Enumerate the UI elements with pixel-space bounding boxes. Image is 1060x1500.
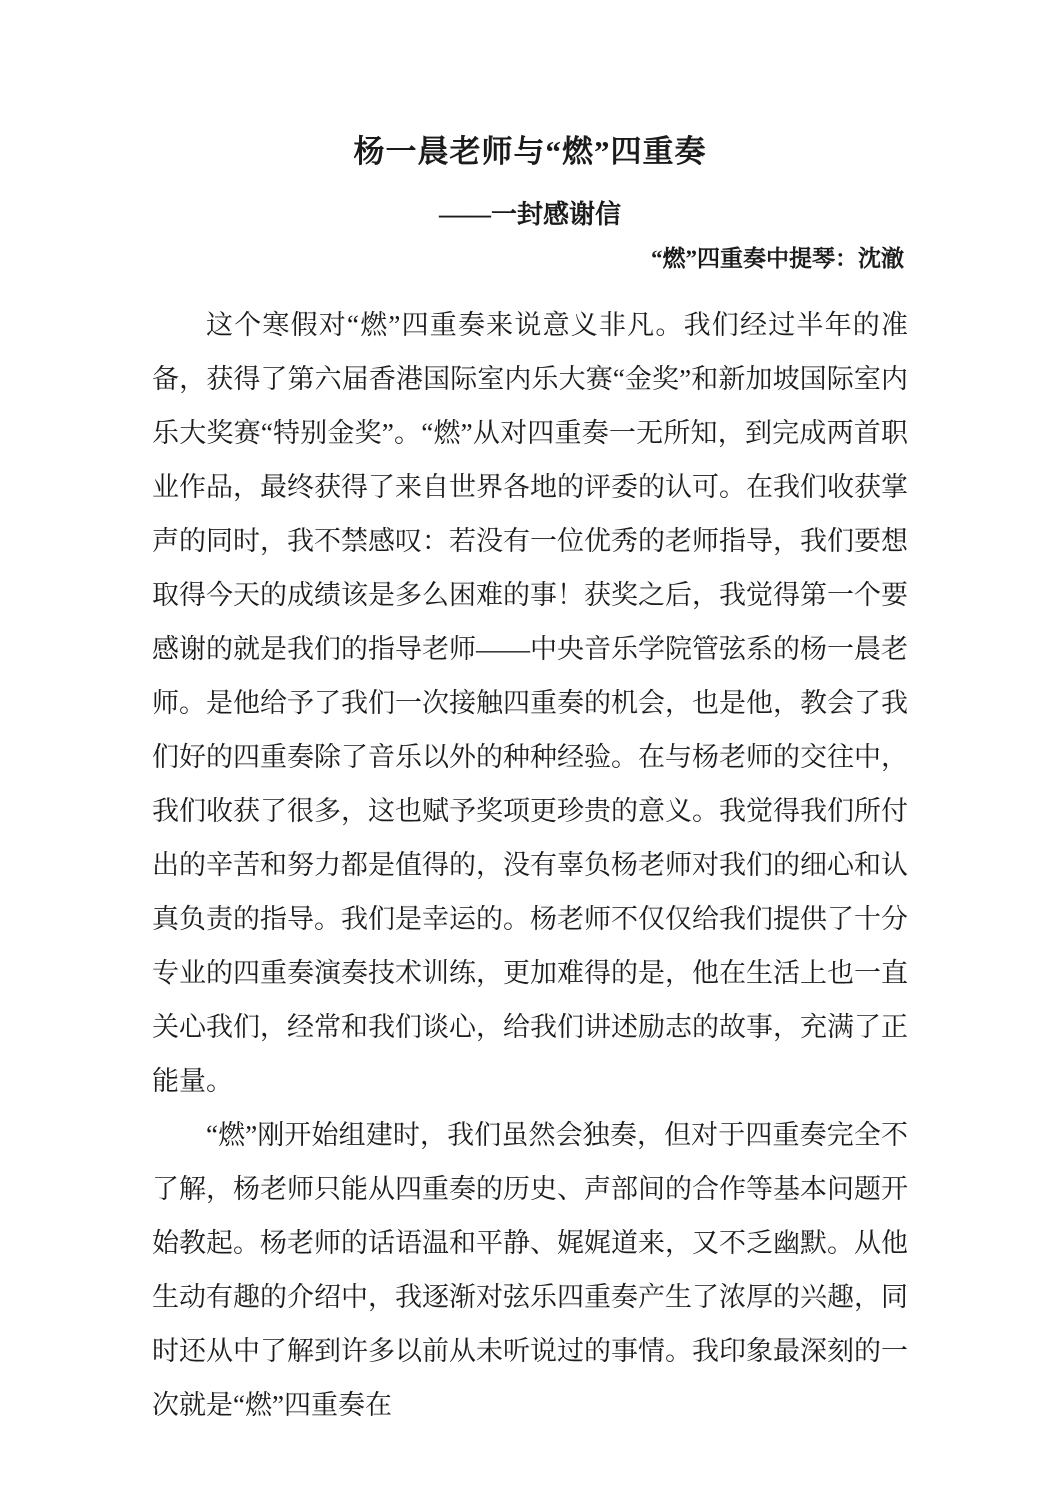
paragraph-2: “燃”刚开始组建时，我们虽然会独奏，但对于四重奏完全不了解，杨老师只能从四重奏的历史、声部间的合作等基本问题开始教起。杨老师的话语温和平静、娓娓道来，又不乏幽默。从他生动有趣的介绍中，我逐渐对弦乐四重奏产生了浓厚的兴趣，同时还从中了解到许多以前从未听说过的事情。我印象最深刻的一次就是“燃”四重奏在	[152, 1120, 908, 1420]
byline: “燃”四重奏中提琴：沈澈	[651, 246, 904, 271]
document-subtitle: ——一封感谢信	[438, 200, 621, 229]
document-body	[152, 298, 908, 1432]
document-title: 杨一晨老师与“燃”四重奏	[353, 134, 707, 169]
paragraph-1: 这个寒假对“燃”四重奏来说意义非凡。我们经过半年的准备，获得了第六届香港国际室内乐大赛“金奖”和新加坡国际室内乐大奖赛“特别金奖”。“燃”从对四重奏一无所知，到完成两首职业作品，最终获得了来自世界各地的评委的认可。在我们收获掌声的同时，我不禁感叹：若没有一位优秀的老师指导，我们要想取得今天的成绩该是多么困难的事！获奖之后，我觉得第一个要感谢的就是我们的指导老师——中央音乐学院管弦系的杨一晨老师。是他给予了我们一次接触四重奏的机会，也是他，教会了我们好的四重奏除了音乐以外的种种经验。在与杨老师的交往中，我们收获了很多，这也赋予奖项更珍贵的意义。我觉得我们所付出的辛苦和努力都是值得的，没有辜负杨老师对我们的细心和认真负责的指导。我们是幸运的。杨老师不仅仅给我们提供了十分专业的四重奏演奏技术训练，更加难得的是，他在生活上也一直关心我们，经常和我们谈心，给我们讲述励志的故事，充满了正能量。	[152, 310, 908, 1096]
